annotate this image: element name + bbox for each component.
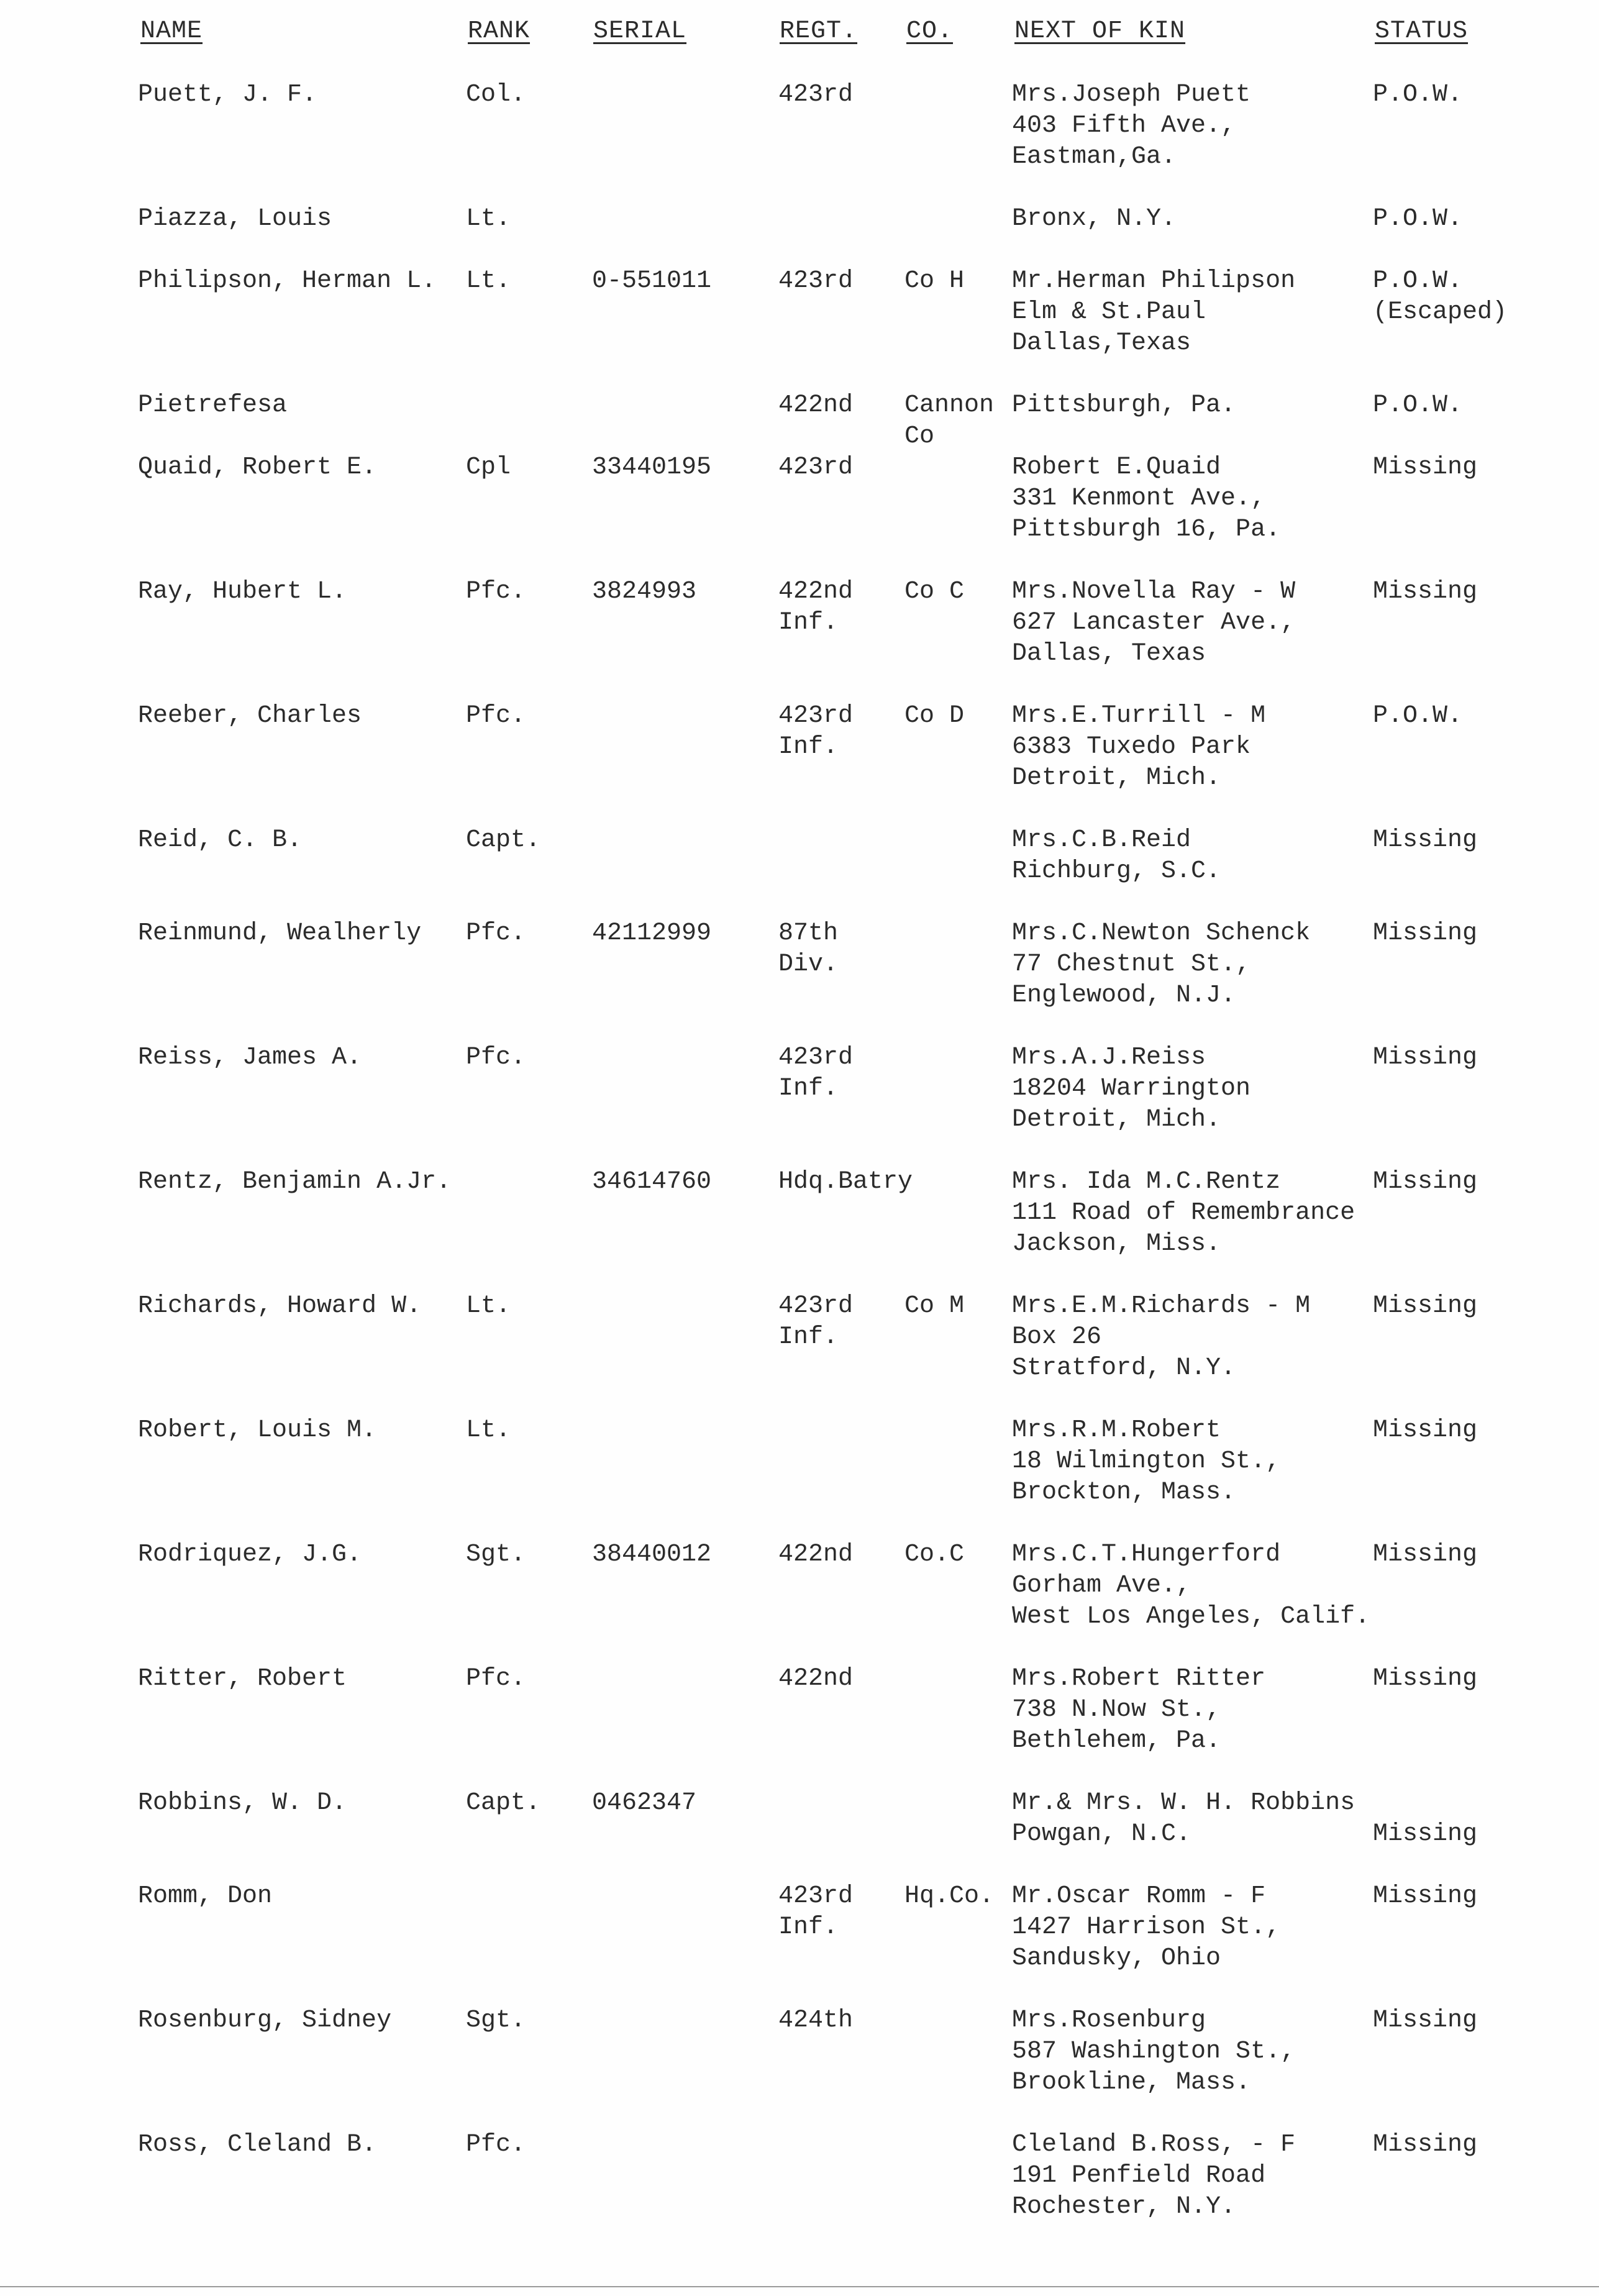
soldier-name-cell: Piazza, Louis [138,205,332,233]
next-of-kin-line: Mrs.C.Newton Schenck [1012,919,1311,947]
next-of-kin-line: Pittsburgh 16, Pa. [1012,516,1281,544]
regiment-line: 423rd [778,1882,854,1910]
serial-number-cell: 34614760 [592,1168,712,1196]
regiment-line: Div. [778,950,839,978]
next-of-kin-line: Mrs.E.M.Richards - M [1012,1292,1311,1320]
table-row [0,80,1599,198]
next-of-kin-cell [1012,825,1221,887]
regiment-line: 423rd [778,702,854,730]
company-line: Co D [904,702,965,730]
status-line: Missing [1373,1541,1478,1569]
status-line: Missing [1373,1292,1478,1320]
status-cell [1373,390,1462,421]
next-of-kin-line: West Los Angeles, Calif. [1012,1603,1370,1631]
regiment-line: 423rd [778,81,854,109]
regiment-cell [778,918,838,980]
regiment-cell [778,1881,853,1943]
regiment-line: Inf. [778,609,839,637]
serial-number-cell: 33440195 [592,453,712,481]
regiment-line: 424th [778,2007,854,2034]
serial-number-cell: 0462347 [592,1789,697,1817]
soldier-name-cell: Ross, Cleland B. [138,2131,377,2159]
next-of-kin-line: 18204 Warrington [1012,1075,1251,1103]
next-of-kin-line: 587 Washington St., [1012,2038,1296,2066]
next-of-kin-line: Mr.Oscar Romm - F [1012,1882,1266,1910]
status-line: Missing [1373,1044,1478,1072]
status-cell [1373,1042,1477,1073]
next-of-kin-line: Mrs.Rosenburg [1012,2007,1206,2034]
status-cell [1373,204,1462,235]
regiment-cell [778,266,853,297]
next-of-kin-line: Detroit, Mich. [1012,764,1221,792]
rank-cell: Cpl [466,453,511,481]
status-line: Missing [1373,453,1478,481]
next-of-kin-cell [1012,1415,1280,1508]
rank-cell: Pfc. [466,1665,526,1693]
status-line: Missing [1373,826,1478,854]
status-line: Missing [1373,578,1478,606]
next-of-kin-cell [1012,452,1280,545]
company-line: Co M [904,1292,965,1320]
next-of-kin-line: Gorham Ave., [1012,1572,1191,1600]
rank-cell: Lt. [466,205,511,233]
next-of-kin-line: Dallas, Texas [1012,640,1206,668]
serial-number-cell: 42112999 [592,919,712,947]
table-row [0,2130,1599,2248]
table-row [0,1167,1599,1285]
company-line: Co C [904,578,965,606]
rank-cell: Pfc. [466,1044,526,1072]
regiment-cell [778,1291,853,1353]
table-row [0,452,1599,570]
next-of-kin-line: Englewood, N.J. [1012,982,1236,1009]
soldier-name-cell: Ritter, Robert [138,1665,347,1693]
regiment-cell [778,1664,853,1695]
regiment-cell [778,1042,853,1105]
regiment-line: 423rd [778,267,854,295]
next-of-kin-line: Pittsburgh, Pa. [1012,391,1236,419]
next-of-kin-line: Dallas,Texas [1012,329,1191,357]
soldier-name-cell: Robbins, W. D. [138,1789,347,1817]
next-of-kin-line: Sandusky, Ohio [1012,1944,1221,1972]
soldier-name-cell: Rosenburg, Sidney [138,2007,392,2034]
status-line: P.O.W. [1373,391,1463,419]
company-cell [904,576,964,608]
status-line: Missing [1373,1882,1478,1910]
company-cell [904,390,994,452]
table-row [0,918,1599,1036]
next-of-kin-line: Mr.& Mrs. W. H. Robbins [1012,1789,1355,1817]
regiment-cell [778,701,853,763]
soldier-name-cell: Rentz, Benjamin A.Jr. [138,1168,452,1196]
next-of-kin-line: Mrs. Ida M.C.Rentz [1012,1168,1281,1196]
status-cell [1373,1167,1477,1198]
status-line: Missing [1373,2131,1478,2159]
header-co: CO. [906,17,954,45]
next-of-kin-line: Brockton, Mass. [1012,1478,1236,1506]
rank-cell: Pfc. [466,578,526,606]
company-cell [904,1539,964,1570]
soldier-name-cell: Rodriquez, J.G. [138,1541,362,1569]
rank-cell: Capt. [466,1789,541,1817]
rank-cell: Pfc. [466,919,526,947]
status-cell [1373,825,1477,856]
rank-cell: Lt. [466,1416,511,1444]
next-of-kin-line: Cleland B.Ross, - F [1012,2131,1296,2159]
status-cell [1373,1291,1477,1322]
table-row [0,1415,1599,1533]
status-cell [1373,266,1507,328]
regiment-line: Inf. [778,733,839,761]
status-cell [1373,1415,1477,1446]
next-of-kin-line: Mrs.Robert Ritter [1012,1665,1266,1693]
status-line: P.O.W. [1373,205,1463,233]
regiment-line: 422nd [778,1665,854,1693]
next-of-kin-line: 191 Penfield Road [1012,2162,1266,2190]
next-of-kin-line: 18 Wilmington St., [1012,1447,1281,1475]
regiment-cell [778,1167,913,1198]
soldier-name-cell: Puett, J. F. [138,81,317,109]
rank-cell: Sgt. [466,1541,526,1569]
status-line: Missing [1373,2007,1478,2034]
next-of-kin-cell [1012,1291,1310,1384]
next-of-kin-line: Rochester, N.Y. [1012,2193,1236,2221]
table-row [0,576,1599,695]
next-of-kin-line: Powgan, N.C. [1012,1820,1191,1848]
company-cell [904,266,964,297]
next-of-kin-cell [1012,204,1176,235]
page-bottom-rule [0,2286,1599,2287]
soldier-name-cell: Romm, Don [138,1882,273,1910]
serial-number-cell: 3824993 [592,578,697,606]
next-of-kin-line: Bronx, N.Y. [1012,205,1177,233]
next-of-kin-line: Mrs.A.J.Reiss [1012,1044,1206,1072]
regiment-cell [778,1539,853,1570]
status-line: P.O.W. [1373,267,1463,295]
next-of-kin-line: Brookline, Mass. [1012,2069,1251,2097]
rank-cell: Pfc. [466,702,526,730]
soldier-name-cell: Reeber, Charles [138,702,362,730]
next-of-kin-line: 6383 Tuxedo Park [1012,733,1251,761]
next-of-kin-line: Richburg, S.C. [1012,857,1221,885]
status-line: P.O.W. [1373,81,1463,109]
status-line [1373,1788,1477,1819]
next-of-kin-line: 331 Kenmont Ave., [1012,485,1266,512]
soldier-name-cell: Richards, Howard W. [138,1292,422,1320]
soldier-name-cell: Philipson, Herman L. [138,267,437,295]
next-of-kin-line: Stratford, N.Y. [1012,1354,1236,1382]
status-cell [1373,576,1477,608]
status-cell [1373,701,1462,732]
status-cell [1373,1788,1477,1850]
rank-cell: Col. [466,81,526,109]
next-of-kin-line: Elm & St.Paul [1012,298,1206,326]
soldier-name-cell: Ray, Hubert L. [138,578,347,606]
company-cell [904,701,964,732]
table-row [0,266,1599,384]
status-cell [1373,452,1477,483]
regiment-line: 423rd [778,1292,854,1320]
status-cell [1373,918,1477,949]
table-row [0,1291,1599,1409]
next-of-kin-cell [1012,266,1295,359]
next-of-kin-line: Bethlehem, Pa. [1012,1727,1221,1755]
table-row [0,1664,1599,1782]
header-status: STATUS [1375,17,1469,45]
status-line: Missing [1373,1168,1478,1196]
company-cell [904,1291,964,1322]
regiment-line: 423rd [778,453,854,481]
header-rank: RANK [468,17,531,45]
next-of-kin-cell [1012,576,1295,670]
rank-cell: Lt. [466,1292,511,1320]
company-line: Co H [904,267,965,295]
header-regt: REGT. [780,17,858,45]
next-of-kin-line: 77 Chestnut St., [1012,950,1251,978]
rank-cell: Capt. [466,826,541,854]
status-cell [1373,2130,1477,2161]
next-of-kin-cell [1012,918,1310,1011]
next-of-kin-line: Mrs.E.Turrill - M [1012,702,1266,730]
soldier-name-cell: Reid, C. B. [138,826,303,854]
table-row [0,701,1599,819]
soldier-name-cell: Reinmund, Wealherly [138,919,422,947]
next-of-kin-line: Detroit, Mich. [1012,1106,1221,1134]
company-line: Co [904,422,935,450]
next-of-kin-cell [1012,1881,1280,1974]
next-of-kin-line: 738 N.Now St., [1012,1696,1221,1724]
next-of-kin-line: Mrs.R.M.Robert [1012,1416,1221,1444]
next-of-kin-cell [1012,2005,1295,2098]
next-of-kin-line: Eastman,Ga. [1012,143,1177,171]
serial-number-cell: 38440012 [592,1541,712,1569]
regiment-cell [778,452,853,483]
status-cell [1373,1664,1477,1695]
regiment-cell [778,80,853,111]
regiment-line: Inf. [778,1075,839,1103]
next-of-kin-cell [1012,2130,1295,2223]
regiment-line: Inf. [778,1913,839,1941]
status-line: Missing [1373,1416,1478,1444]
table-row [0,1881,1599,1999]
next-of-kin-cell [1012,1042,1250,1136]
next-of-kin-cell [1012,80,1250,173]
rank-cell: Sgt. [466,2007,526,2034]
next-of-kin-line: 403 Fifth Ave., [1012,112,1236,140]
status-cell [1373,1539,1477,1570]
next-of-kin-line: 627 Lancaster Ave., [1012,609,1296,637]
status-line: Missing [1373,1665,1478,1693]
status-cell [1373,80,1462,111]
rank-cell: Lt. [466,267,511,295]
next-of-kin-line: Mrs.Novella Ray - W [1012,578,1296,606]
company-line: Co.C [904,1541,965,1569]
company-cell [904,1881,994,1912]
soldier-name-cell: Quaid, Robert E. [138,453,377,481]
next-of-kin-line: Box 26 [1012,1323,1102,1351]
next-of-kin-line: 111 Road of Remembrance [1012,1199,1355,1227]
next-of-kin-cell [1012,390,1236,421]
next-of-kin-line: Mrs.Joseph Puett [1012,81,1251,109]
status-cell [1373,2005,1477,2036]
header-next-of-kin: NEXT OF KIN [1014,17,1186,45]
regiment-line: Inf. [778,1323,839,1351]
header-serial: SERIAL [593,17,687,45]
company-line: Cannon [904,391,995,419]
soldier-name-cell: Pietrefesa [138,391,288,419]
header-name: NAME [140,17,203,45]
next-of-kin-cell [1012,701,1265,794]
next-of-kin-line: Mr.Herman Philipson [1012,267,1296,295]
next-of-kin-line: Jackson, Miss. [1012,1230,1221,1258]
regiment-cell [778,390,853,421]
next-of-kin-line: Robert E.Quaid [1012,453,1221,481]
regiment-cell [778,2005,853,2036]
status-line: Missing [1373,1820,1478,1848]
next-of-kin-cell [1012,1788,1355,1850]
regiment-line: 422nd [778,391,854,419]
soldier-name-cell: Reiss, James A. [138,1044,362,1072]
next-of-kin-cell [1012,1539,1370,1633]
regiment-line: Hdq.Batry [778,1168,913,1196]
table-row [0,2005,1599,2123]
next-of-kin-line: Mrs.C.T.Hungerford [1012,1541,1281,1569]
regiment-line: 87th [778,919,839,947]
status-line: (Escaped) [1373,298,1508,326]
serial-number-cell: 0-551011 [592,267,712,295]
next-of-kin-cell [1012,1664,1265,1757]
table-row [0,1539,1599,1657]
next-of-kin-cell [1012,1167,1355,1260]
status-line: Missing [1373,919,1478,947]
status-line: P.O.W. [1373,702,1463,730]
rank-cell: Pfc. [466,2131,526,2159]
soldier-name-cell: Robert, Louis M. [138,1416,377,1444]
regiment-cell [778,576,853,639]
regiment-line: 423rd [778,1044,854,1072]
next-of-kin-line: Mrs.C.B.Reid [1012,826,1191,854]
status-cell [1373,1881,1477,1912]
regiment-line: 422nd [778,578,854,606]
regiment-line: 422nd [778,1541,854,1569]
company-line: Hq.Co. [904,1882,995,1910]
table-row [0,1042,1599,1160]
next-of-kin-line: 1427 Harrison St., [1012,1913,1281,1941]
